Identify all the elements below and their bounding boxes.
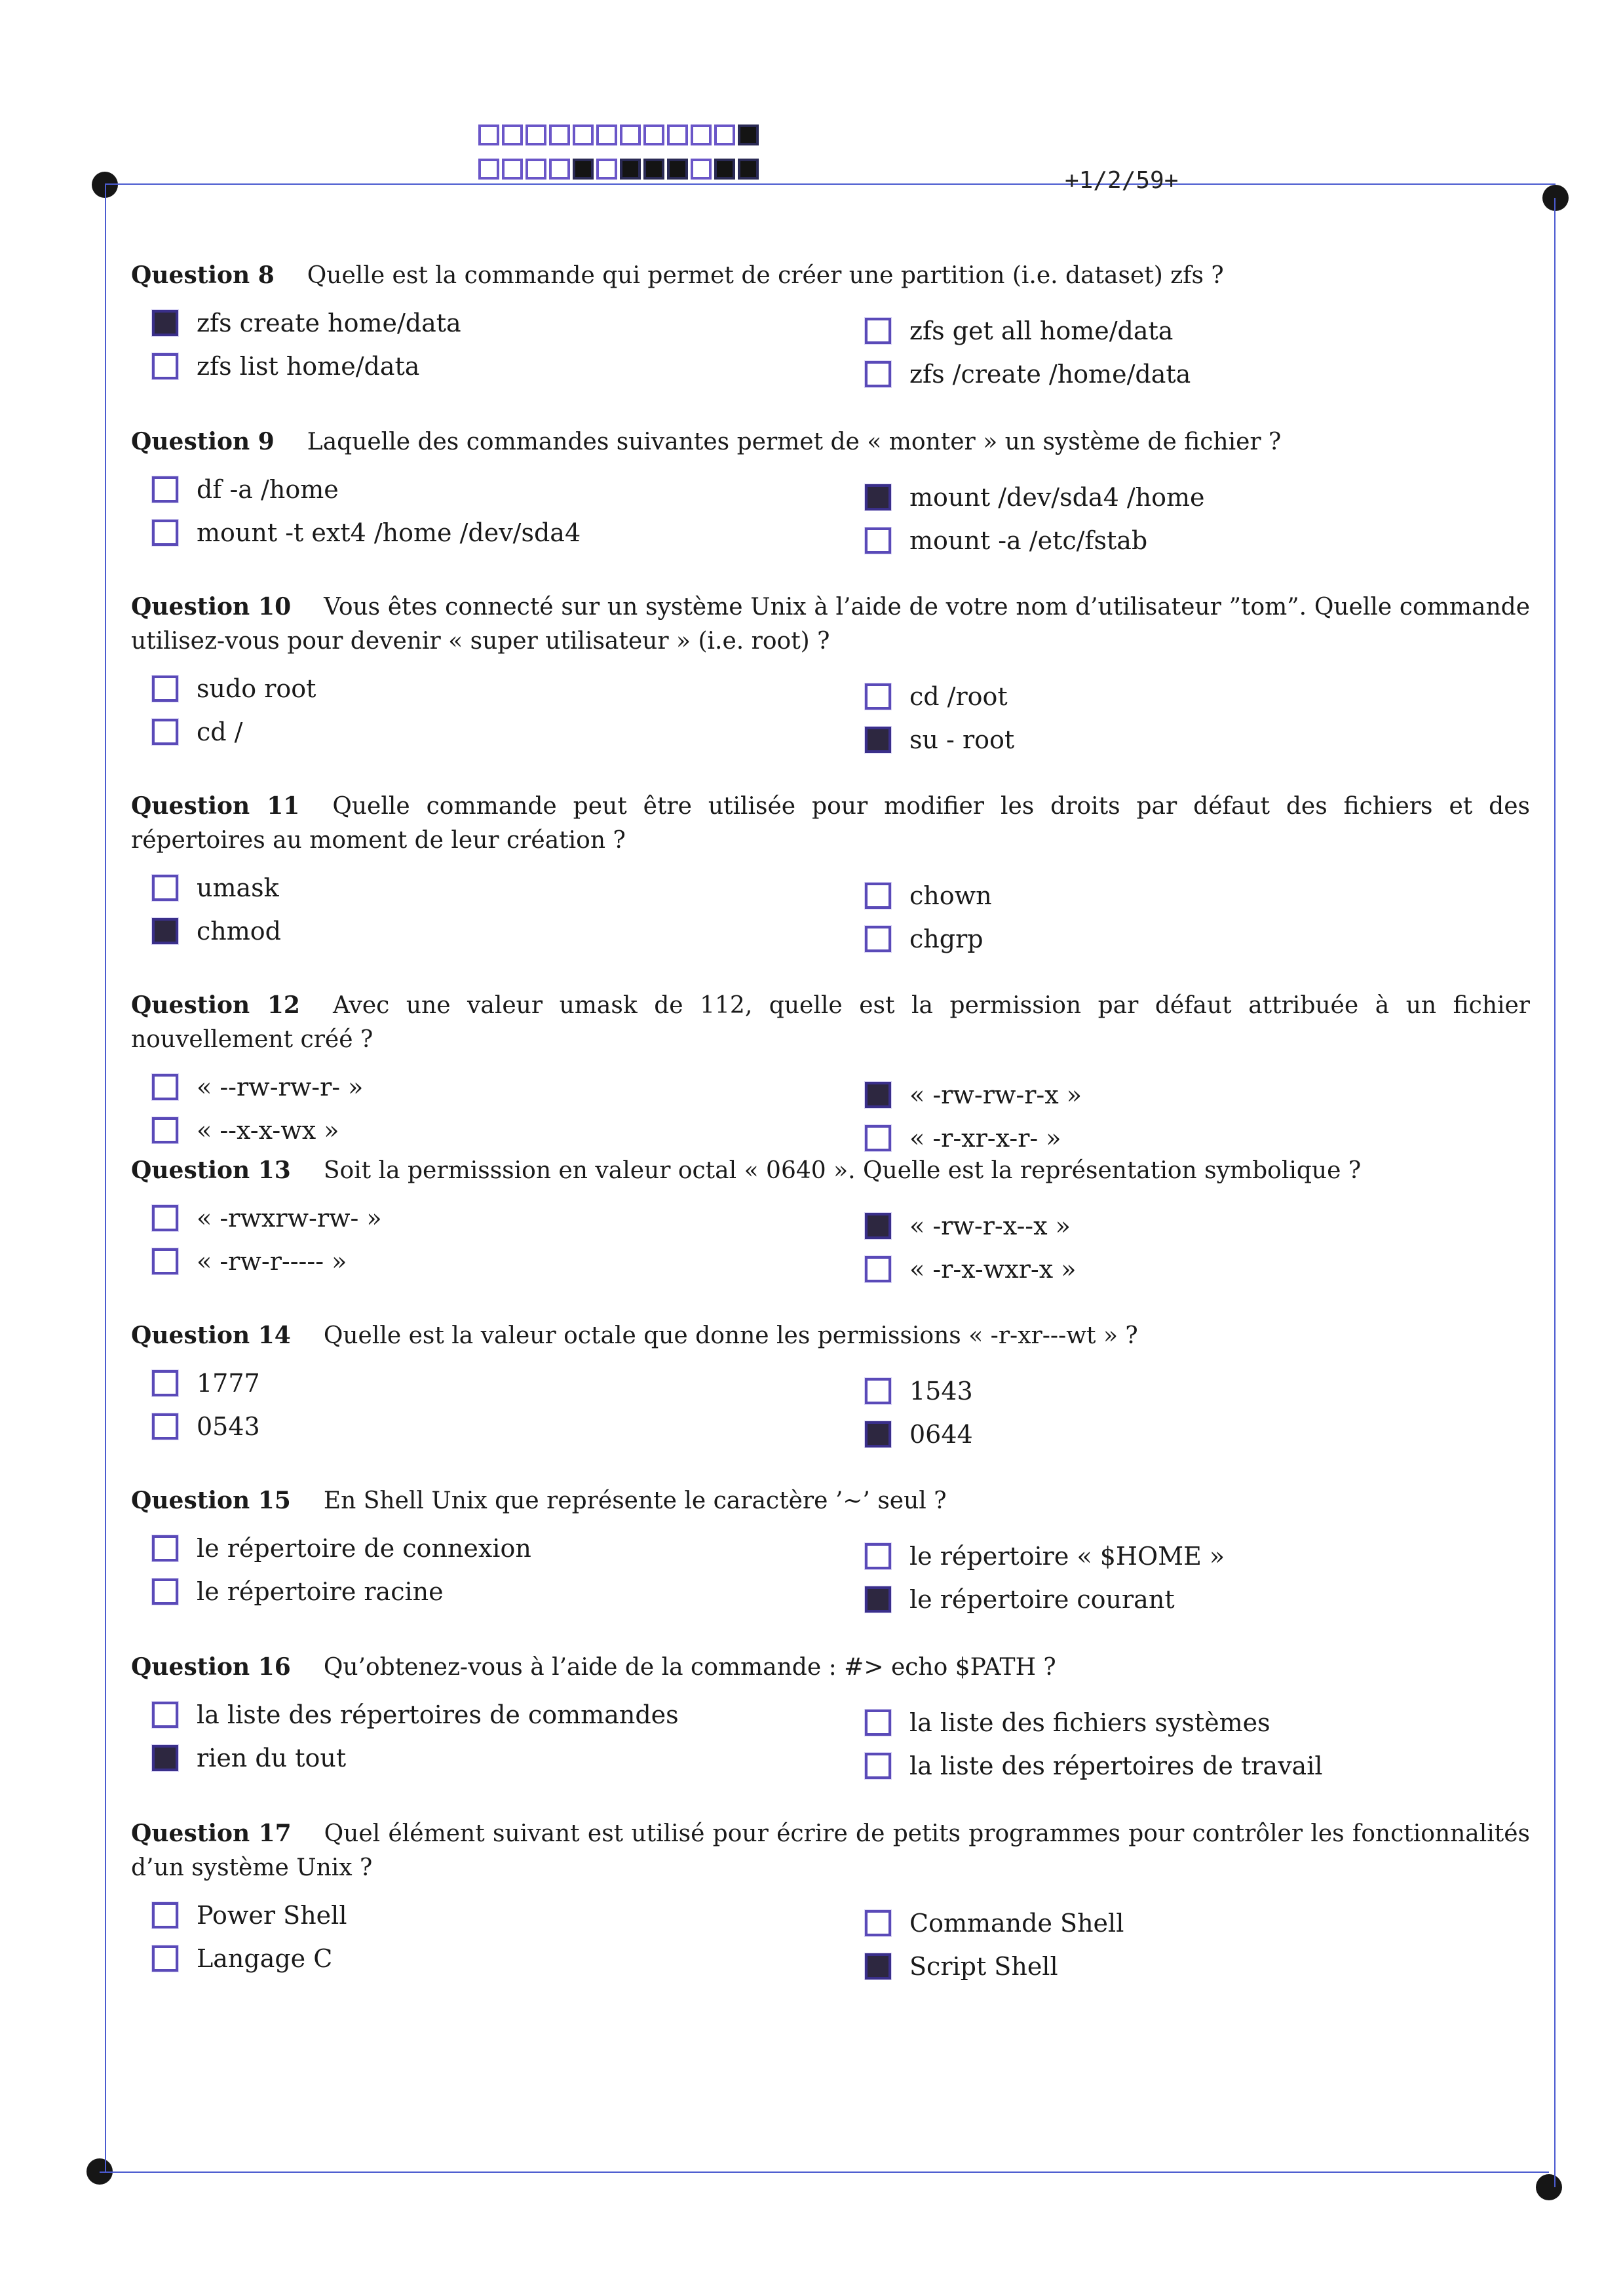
checkbox[interactable] <box>865 1256 891 1282</box>
answer-label: la liste des répertoires de commandes <box>197 1700 679 1729</box>
answer-label: « -rw-r-x--x » <box>909 1212 1071 1240</box>
answer-option[interactable] <box>152 348 419 385</box>
checkbox[interactable] <box>865 1421 891 1447</box>
question-label: Question 16 <box>131 1653 291 1681</box>
checkbox[interactable] <box>865 883 891 909</box>
question-16 <box>131 1650 1530 1782</box>
id-code-cell <box>549 124 570 145</box>
checkbox[interactable] <box>865 1378 891 1404</box>
answer-option[interactable] <box>152 514 581 551</box>
question-11 <box>131 789 1530 955</box>
answer-label: « --rw-rw-r- » <box>197 1073 364 1101</box>
answer-label: la liste des fichiers systèmes <box>909 1708 1270 1737</box>
checkbox[interactable] <box>865 1953 891 1980</box>
checkbox[interactable] <box>152 1578 178 1605</box>
checkbox[interactable] <box>152 1745 178 1771</box>
id-code-cell <box>643 159 664 180</box>
answer-option[interactable] <box>865 921 983 957</box>
answer-option[interactable] <box>865 522 1147 559</box>
id-code-cell <box>667 159 688 180</box>
checkbox[interactable] <box>865 1910 891 1936</box>
answer-label: le répertoire de connexion <box>197 1534 531 1563</box>
question-17 <box>131 1816 1530 1982</box>
answer-option[interactable] <box>865 1077 1082 1113</box>
question-text: Soit la permisssion en valeur octal « 0640 ». Quelle est la représentation symbolique ? <box>323 1157 1362 1184</box>
answer-option[interactable] <box>152 1696 679 1733</box>
answer-option[interactable] <box>865 1948 1058 1985</box>
checkbox[interactable] <box>152 520 178 546</box>
answer-label: mount -t ext4 /home /dev/sda4 <box>197 518 581 547</box>
answer-label: le répertoire courant <box>909 1585 1175 1614</box>
answer-label: « -r-x-wxr-x » <box>909 1255 1077 1284</box>
answer-option[interactable] <box>865 1704 1270 1741</box>
id-code-cell <box>525 124 546 145</box>
checkbox[interactable] <box>865 1586 891 1613</box>
checkbox[interactable] <box>865 1753 891 1779</box>
id-code-cell <box>596 124 617 145</box>
answer-option[interactable] <box>152 1365 260 1402</box>
checkbox[interactable] <box>865 683 891 710</box>
answer-option[interactable] <box>865 313 1173 349</box>
checkbox[interactable] <box>152 1205 178 1231</box>
checkbox[interactable] <box>152 1074 178 1100</box>
answer-label: cd /root <box>909 682 1008 711</box>
checkbox[interactable] <box>865 318 891 344</box>
answer-label: « -rw-r----- » <box>197 1247 347 1276</box>
checkbox[interactable] <box>152 918 178 944</box>
question-label: Question 17 <box>131 1820 292 1847</box>
answer-label: « -r-xr-x-r- » <box>909 1124 1061 1153</box>
checkbox[interactable] <box>152 875 178 901</box>
answer-label: cd / <box>197 718 243 746</box>
question-13 <box>131 1153 1530 1285</box>
question-12 <box>131 988 1530 1154</box>
answer-label: « --x-x-wx » <box>197 1116 339 1145</box>
id-code-cell <box>714 124 735 145</box>
id-code-cell <box>573 124 594 145</box>
answer-option[interactable] <box>865 1120 1061 1157</box>
checkbox[interactable] <box>865 1543 891 1569</box>
question-label: Question 15 <box>131 1487 291 1514</box>
question-label: Question 9 <box>131 428 275 455</box>
id-code-cell <box>738 124 759 145</box>
id-code-cell <box>667 124 688 145</box>
answer-option[interactable] <box>865 877 992 914</box>
checkbox[interactable] <box>152 1370 178 1396</box>
answer-label: « -rwxrw-rw- » <box>197 1204 382 1233</box>
answer-label: 1777 <box>197 1369 260 1398</box>
answer-option[interactable] <box>865 1905 1124 1942</box>
question-text: Qu’obtenez-vous à l’aide de la commande : #> echo $PATH ? <box>323 1654 1056 1681</box>
answers <box>131 1696 1530 1782</box>
checkbox[interactable] <box>865 361 891 387</box>
answer-option[interactable] <box>152 1112 339 1149</box>
checkbox[interactable] <box>152 353 178 379</box>
checkbox[interactable] <box>865 926 891 952</box>
checkbox[interactable] <box>152 719 178 745</box>
answers <box>131 305 1530 390</box>
answer-option[interactable] <box>865 1748 1323 1784</box>
question-9 <box>131 425 1530 556</box>
answer-option[interactable] <box>865 678 1008 715</box>
answer-label: zfs create home/data <box>197 309 461 337</box>
id-code-cell <box>620 124 641 145</box>
question-10 <box>131 590 1530 756</box>
checkbox[interactable] <box>865 527 891 554</box>
id-code-cell <box>502 159 523 180</box>
checkbox[interactable] <box>152 1117 178 1143</box>
id-code-cell <box>596 159 617 180</box>
id-code-cell <box>691 124 712 145</box>
frame-top <box>105 183 1556 185</box>
question-text: Quelle commande peut être utilisée pour modifier les droits par défaut des fichiers et des répertoires au moment de leur création ? <box>131 793 1530 854</box>
id-code-cell <box>620 159 641 180</box>
answer-option[interactable] <box>152 1408 260 1445</box>
answer-option[interactable] <box>152 471 339 508</box>
checkbox[interactable] <box>152 676 178 702</box>
answer-label: la liste des répertoires de travail <box>909 1751 1323 1780</box>
answer-label: zfs list home/data <box>197 352 420 381</box>
checkbox[interactable] <box>152 1413 178 1440</box>
answer-option[interactable] <box>152 1243 347 1280</box>
answer-label: su - root <box>909 725 1015 754</box>
answer-option[interactable] <box>152 1200 382 1236</box>
answer-option[interactable] <box>865 1373 973 1409</box>
frame-bottom <box>100 2172 1549 2173</box>
id-code-cell <box>573 159 594 180</box>
answer-option[interactable] <box>152 670 316 707</box>
id-code-cell <box>525 159 546 180</box>
id-code-cell <box>738 159 759 180</box>
answer-label: le répertoire « $HOME » <box>909 1542 1225 1571</box>
answer-label: Langage C <box>197 1944 333 1973</box>
answer-label: chmod <box>197 917 281 946</box>
checkbox[interactable] <box>152 1248 178 1274</box>
checkbox[interactable] <box>152 310 178 336</box>
answer-label: Script Shell <box>909 1952 1058 1981</box>
id-code-cell <box>691 159 712 180</box>
answer-option[interactable] <box>152 1897 347 1934</box>
answer-option[interactable] <box>152 1573 444 1610</box>
answer-label: umask <box>197 873 279 902</box>
answer-option[interactable] <box>152 1530 531 1567</box>
answer-label: le répertoire racine <box>197 1577 444 1606</box>
question-text: En Shell Unix que représente le caractère ’∼’ seul ? <box>323 1487 947 1514</box>
checkbox[interactable] <box>865 1082 891 1108</box>
checkbox[interactable] <box>865 1125 891 1151</box>
id-code-row-1 <box>478 124 759 145</box>
page-id: +1/2/59+ <box>1065 167 1179 194</box>
question-label: Question 12 <box>131 991 300 1019</box>
answers <box>131 870 1530 955</box>
answer-option[interactable] <box>865 356 1191 392</box>
id-code-cell <box>478 124 499 145</box>
answer-option[interactable] <box>865 1581 1175 1618</box>
question-label: Question 14 <box>131 1322 291 1349</box>
answers <box>131 1897 1530 1982</box>
question-14 <box>131 1318 1530 1450</box>
checkbox[interactable] <box>865 1213 891 1239</box>
question-text: Vous êtes connecté sur un système Unix à l’aide de votre nom d’utilisateur ”tom”. Quelle commande utilisez-vous pour devenir « super utilisateur » (i.e. root) ? <box>131 594 1530 655</box>
answer-option[interactable] <box>152 1940 332 1977</box>
answer-option[interactable] <box>152 1740 346 1776</box>
checkbox[interactable] <box>152 1702 178 1728</box>
answer-label: 0644 <box>909 1420 973 1449</box>
corner-mark-top-right <box>1542 185 1569 211</box>
question-label: Question 11 <box>131 792 300 820</box>
frame-right <box>1554 198 1556 2187</box>
answer-label: df -a /home <box>197 475 339 504</box>
frame-left <box>105 185 106 2172</box>
answer-option[interactable] <box>865 721 1014 758</box>
answer-option[interactable] <box>865 1416 973 1453</box>
question-label: Question 8 <box>131 261 275 289</box>
answers <box>131 1365 1530 1450</box>
checkbox[interactable] <box>152 1902 178 1928</box>
id-code-cell <box>478 159 499 180</box>
answers <box>131 1200 1530 1285</box>
checkbox[interactable] <box>865 484 891 510</box>
answers <box>131 670 1530 756</box>
id-code-cell <box>502 124 523 145</box>
checkbox[interactable] <box>865 727 891 753</box>
answer-option[interactable] <box>152 870 279 906</box>
answer-option[interactable] <box>152 305 461 341</box>
answers <box>131 1069 1530 1154</box>
answer-label: 1543 <box>909 1377 973 1406</box>
answer-label: 0543 <box>197 1412 260 1441</box>
id-code-cell <box>549 159 570 180</box>
answer-option[interactable] <box>865 1251 1077 1288</box>
answers <box>131 1530 1530 1615</box>
answer-option[interactable] <box>152 1069 363 1105</box>
checkbox[interactable] <box>152 476 178 503</box>
checkbox[interactable] <box>152 1945 178 1972</box>
answer-label: rien du tout <box>197 1744 347 1772</box>
corner-mark-bottom-right <box>1536 2174 1562 2200</box>
answer-label: chgrp <box>909 925 983 953</box>
question-text: Laquelle des commandes suivantes permet de « monter » un système de fichier ? <box>307 429 1282 455</box>
id-code-row-2 <box>478 159 759 180</box>
answer-label: « -rw-rw-r-x » <box>909 1081 1082 1109</box>
answer-option[interactable] <box>865 1208 1071 1244</box>
answer-option[interactable] <box>865 479 1205 516</box>
answer-label: zfs get all home/data <box>909 316 1174 345</box>
question-8 <box>131 258 1530 390</box>
question-text: Quelle est la valeur octale que donne les permissions « -r-xr---wt » ? <box>323 1322 1138 1349</box>
id-code-cell <box>714 159 735 180</box>
question-text: Quelle est la commande qui permet de créer une partition (i.e. dataset) zfs ? <box>307 262 1224 289</box>
id-code-cell <box>643 124 664 145</box>
answer-label: sudo root <box>197 674 316 703</box>
question-label: Question 10 <box>131 593 292 621</box>
answer-label: Power Shell <box>197 1901 347 1930</box>
checkbox[interactable] <box>865 1710 891 1736</box>
question-label: Question 13 <box>131 1157 291 1184</box>
answer-option[interactable] <box>152 913 281 949</box>
answer-label: mount /dev/sda4 /home <box>909 483 1205 512</box>
answers <box>131 471 1530 556</box>
checkbox[interactable] <box>152 1535 178 1561</box>
question-text: Avec une valeur umask de 112, quelle est la permission par défaut attribuée à un fichier nouvellement créé ? <box>131 992 1531 1053</box>
answer-option[interactable] <box>865 1538 1225 1575</box>
answer-option[interactable] <box>152 714 243 750</box>
answer-label: Commande Shell <box>909 1909 1124 1938</box>
question-15 <box>131 1483 1530 1615</box>
answer-label: chown <box>909 881 992 910</box>
answer-label: zfs /create /home/data <box>909 360 1191 389</box>
question-text: Quel élément suivant est utilisé pour écrire de petits programmes pour contrôler les fonctionnalités d’un système Unix ? <box>131 1820 1531 1881</box>
answer-label: mount -a /etc/fstab <box>909 526 1148 555</box>
